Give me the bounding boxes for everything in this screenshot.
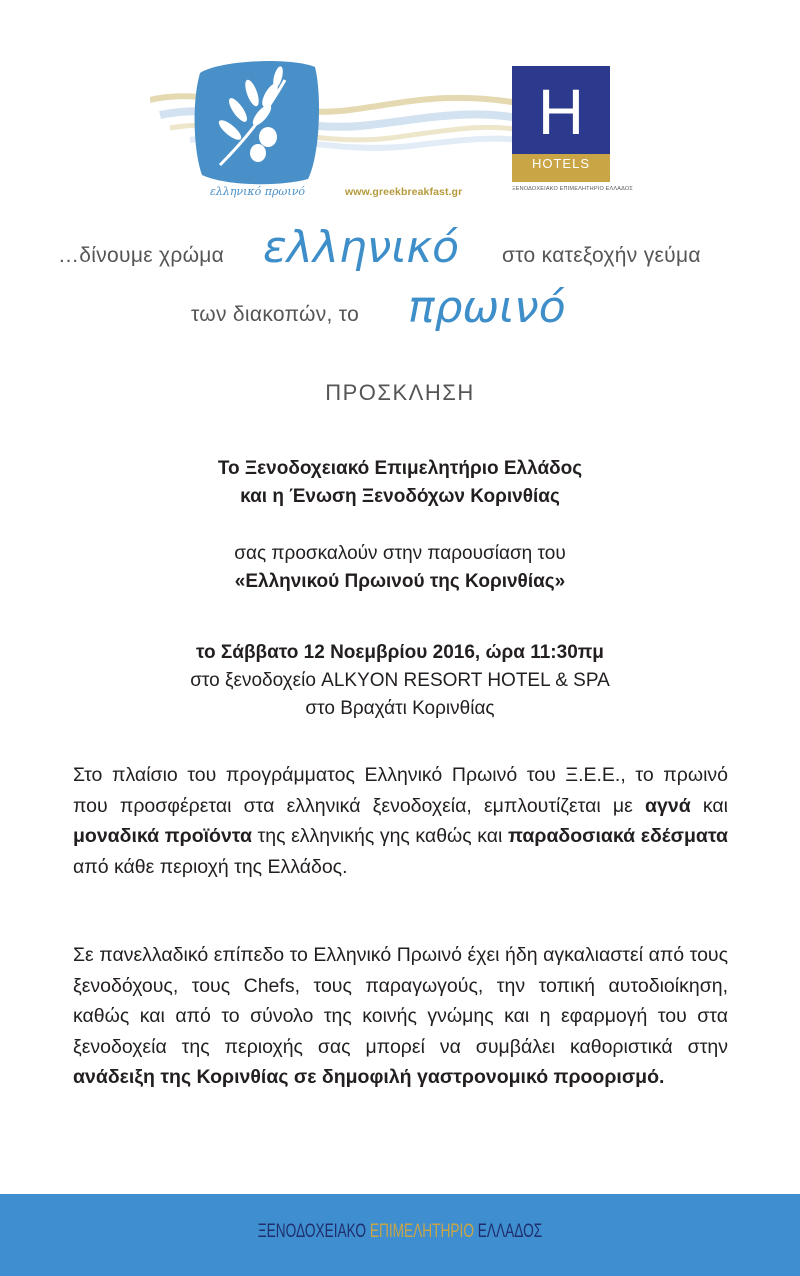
organizer-line: Το Ξενοδοχειακό Επιμελητήριο Ελλάδος (217, 458, 583, 479)
paragraph-text: Σε πανελλαδικό επίπεδο το Ελληνικό Πρωινό έχει ήδη αγκαλιαστεί από τους ξενοδόχους, τους Chefs, τους παραγωγούς, την τοπική αυτοδιοίκηση, καθώς και από το σύνολο της κοινής γνώμης και η εφαρμογή του στα ξενοδοχεία της περιοχής σας μπορεί να συμβάλει καθοριστικά στην (73, 944, 728, 1058)
paragraph-bold: μοναδικά προϊόντα (73, 825, 252, 847)
hotels-logo-subtitle: ΞΕΝΟΔΟΧΕΙΑΚΟ ΕΠΙΜΕΛΗΤΗΡΙΟ ΕΛΛΑΔΟΣ (512, 186, 633, 192)
invite-block (0, 540, 800, 596)
event-name: «Ελληνικού Πρωινού της Κορινθίας» (234, 571, 566, 592)
paragraph-program (73, 760, 728, 882)
paragraph-text: από κάθε περιοχή της Ελλάδος. (73, 855, 348, 878)
olive-branch-logo-icon (190, 55, 323, 188)
website-link[interactable]: www.greekbreakfast.gr (345, 186, 463, 198)
event-venue: στο ξενοδοχείο ALKYON RESORT HOTEL & SPA (190, 670, 610, 691)
slogan-highlight: ελληνικό (263, 222, 460, 273)
slogan-line-1 (0, 222, 800, 282)
paragraph-text: και (690, 794, 728, 817)
paragraph-bold: αγνά (645, 794, 691, 817)
footer-text-part: ΞΕΝΟΔΟΧΕΙΑΚΟ (257, 1221, 370, 1242)
slogan-text: των διακοπών, το (191, 303, 360, 326)
slogan-highlight: πρωινό (408, 282, 566, 333)
hotels-logo (512, 66, 610, 182)
header (0, 0, 800, 210)
invitation-title: ΠΡΟΣΚΛΗΣΗ (325, 380, 475, 405)
paragraph-bold: ανάδειξη της Κορινθίας σε δημοφιλή γαστρονομικό προορισμό. (73, 1066, 665, 1088)
footer-text-part: ΕΛΛΑΔΟΣ (473, 1221, 543, 1242)
paragraph-text: της ελληνικής γης καθώς και (251, 825, 508, 847)
paragraph-impact (73, 940, 728, 1093)
paragraph-text: Στο πλαίσιο του προγράμματος Ελληνικό Πρωινό του Ξ.Ε.Ε., το πρωινό που προσφέρεται στα ελληνικά ξενοδοχεία, εμπλουτίζεται με (73, 764, 728, 817)
organizer-line: και η Ένωση Ξενοδόχων Κορινθίας (240, 486, 560, 507)
footer-organization-name (112, 1221, 688, 1243)
hotels-logo-letter: H (537, 76, 585, 148)
olive-logo-caption: ελληνικό πρωινό (209, 185, 306, 198)
invite-line: σας προσκαλούν στην παρουσίαση του (234, 543, 566, 564)
organizers-block (0, 455, 800, 511)
event-date: το Σάββατο 12 Νοεμβρίου 2016, ώρα 11:30πμ (196, 642, 604, 663)
paragraph-bold: παραδοσιακά εδέσματα (508, 825, 729, 847)
event-place: στο Βραχάτι Κορινθίας (305, 698, 495, 719)
event-details (0, 639, 800, 723)
footer-bar (0, 1194, 800, 1276)
slogan-text: στο κατεξοχήν γεύμα (502, 244, 701, 267)
footer-text-part: ΕΠΙΜΕΛΗΤΗΡΙΟ (369, 1221, 474, 1242)
slogan-text: …δίνουμε χρώμα (58, 244, 225, 267)
hotels-logo-word: HOTELS (531, 156, 590, 171)
